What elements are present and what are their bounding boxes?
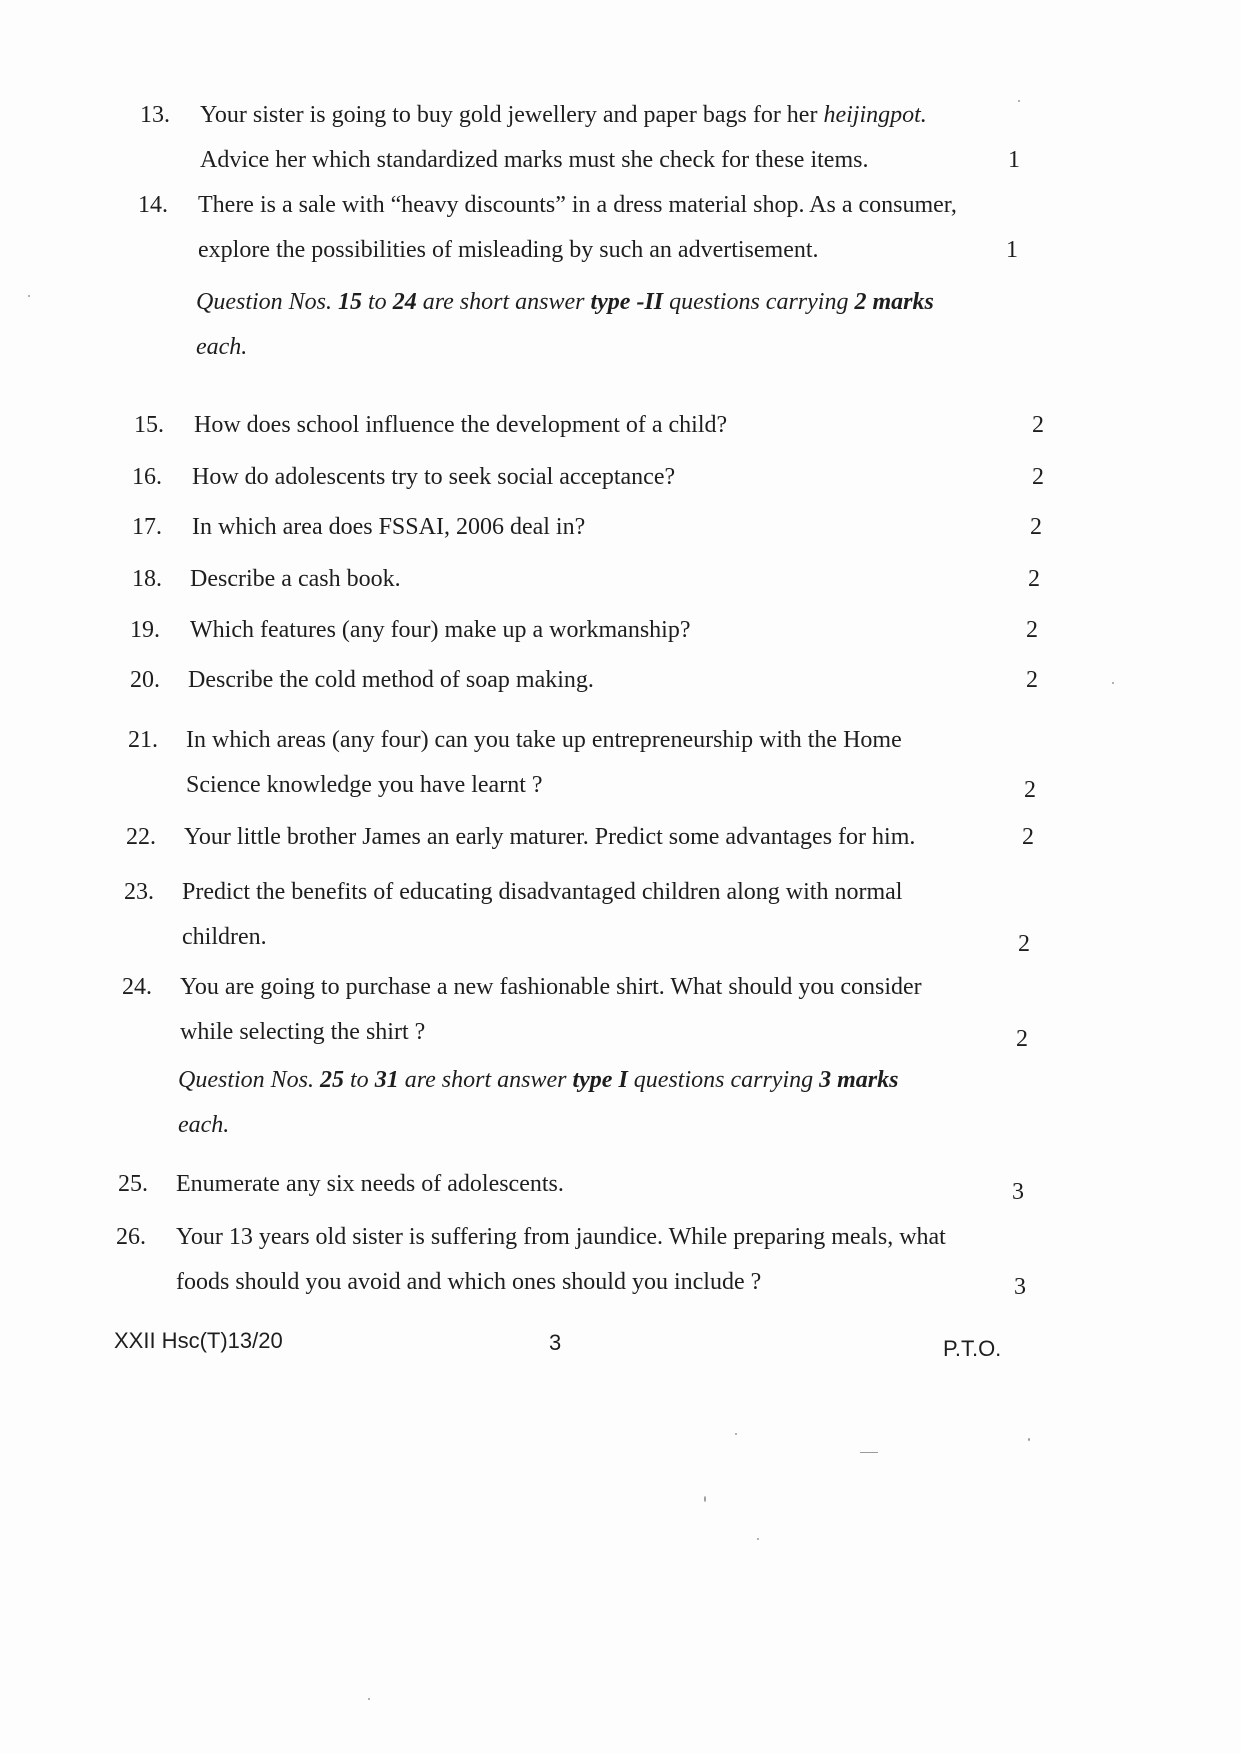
question-line: You are going to purchase a new fashionable shirt. What should you consider — [180, 974, 922, 1000]
question-15 — [134, 403, 1044, 448]
question-21 — [128, 718, 1038, 808]
question-line: Your 13 years old sister is suffering from jaundice. While preparing meals, what — [176, 1224, 946, 1250]
scan-speck — [704, 1496, 706, 1502]
scan-speck — [1112, 682, 1114, 684]
question-mark: 1 — [1006, 237, 1018, 263]
section-instruction-1 — [196, 280, 1036, 370]
question-18 — [132, 557, 1040, 602]
question-number: 17. — [132, 514, 162, 540]
scan-speck — [757, 1538, 759, 1540]
question-number: 15. — [134, 412, 164, 438]
please-turn-over: P.T.O. — [943, 1336, 1002, 1361]
question-text — [190, 608, 970, 653]
question-mark: 2 — [1018, 931, 1030, 957]
question-text — [192, 455, 972, 500]
question-mark: 2 — [1032, 412, 1044, 438]
question-mark: 2 — [1028, 566, 1040, 592]
question-text — [176, 1162, 976, 1207]
question-mark: 1 — [1008, 147, 1020, 173]
question-19 — [130, 608, 1038, 653]
scan-speck — [368, 1698, 370, 1700]
question-text — [200, 93, 990, 183]
question-number: 25. — [118, 1171, 148, 1197]
question-25 — [118, 1162, 1028, 1207]
scan-speck — [1028, 1438, 1030, 1441]
italic-term: heijingpot. — [823, 102, 927, 128]
question-line: Science knowledge you have learnt ? — [186, 772, 543, 798]
instruction-line: each. — [178, 1112, 230, 1138]
instruction-line: Question Nos. 25 to 31 are short answer type I questions carrying 3 marks — [178, 1067, 899, 1093]
question-line: There is a sale with “heavy discounts” in a dress material shop. As a consumer, — [198, 192, 957, 218]
question-mark: 2 — [1024, 777, 1036, 803]
question-number: 21. — [128, 727, 158, 753]
question-number: 24. — [122, 974, 152, 1000]
scan-speck — [735, 1433, 737, 1435]
question-line: foods should you avoid and which ones should you include ? — [176, 1269, 762, 1295]
question-number: 16. — [132, 464, 162, 490]
question-line: Which features (any four) make up a workmanship? — [190, 617, 691, 643]
question-mark: 2 — [1032, 464, 1044, 490]
question-text — [194, 403, 974, 448]
question-line: In which areas (any four) can you take up entrepreneurship with the Home — [186, 727, 902, 753]
question-text — [192, 505, 972, 550]
question-line: In which area does FSSAI, 2006 deal in? — [192, 514, 586, 540]
question-text — [180, 965, 1022, 1055]
question-text — [184, 815, 1004, 860]
question-24 — [122, 965, 1032, 1055]
question-13 — [140, 93, 1040, 183]
question-number: 26. — [116, 1224, 146, 1250]
question-number: 23. — [124, 879, 154, 905]
scan-speck — [1018, 100, 1020, 102]
paper-code: XXII Hsc(T)13/20 — [114, 1328, 283, 1353]
instruction-line: each. — [196, 334, 248, 360]
question-number: 14. — [138, 192, 168, 218]
question-mark: 3 — [1012, 1179, 1024, 1205]
question-mark: 2 — [1016, 1026, 1028, 1052]
question-mark: 2 — [1026, 617, 1038, 643]
question-text — [188, 658, 968, 703]
question-text — [176, 1215, 1026, 1305]
question-line: Predict the benefits of educating disadvantaged children along with normal — [182, 879, 903, 905]
question-mark: 2 — [1030, 514, 1042, 540]
question-number: 13. — [140, 102, 170, 128]
question-line: while selecting the shirt ? — [180, 1019, 426, 1045]
question-line: children. — [182, 924, 267, 950]
question-line: Describe the cold method of soap making. — [188, 667, 594, 693]
question-line: Advice her which standardized marks must she check for these items. — [200, 147, 869, 173]
question-22 — [126, 815, 1036, 860]
question-mark: 2 — [1026, 667, 1038, 693]
question-text — [182, 870, 1024, 960]
question-23 — [124, 870, 1034, 960]
question-text — [186, 718, 1028, 808]
question-line: Your sister is going to buy gold jewellery and paper bags for her heijingpot. — [200, 102, 927, 128]
scan-speck — [860, 1452, 878, 1453]
question-mark: 3 — [1014, 1274, 1026, 1300]
question-number: 22. — [126, 824, 156, 850]
question-line: Your little brother James an early maturer. Predict some advantages for him. — [184, 824, 916, 850]
scan-speck — [28, 295, 30, 297]
question-17 — [132, 505, 1042, 550]
question-line: Describe a cash book. — [190, 566, 401, 592]
question-text — [190, 557, 970, 602]
section-instruction-2 — [178, 1058, 1038, 1148]
question-number: 20. — [130, 667, 160, 693]
instruction-line: Question Nos. 15 to 24 are short answer type -II questions carrying 2 marks — [196, 289, 934, 315]
question-text — [198, 183, 988, 273]
question-20 — [130, 658, 1038, 703]
question-number: 19. — [130, 617, 160, 643]
question-mark: 2 — [1022, 824, 1034, 850]
question-line: Enumerate any six needs of adolescents. — [176, 1171, 564, 1197]
question-line: How does school influence the development of a child? — [194, 412, 728, 438]
question-14 — [138, 183, 1038, 273]
question-line: How do adolescents try to seek social acceptance? — [192, 464, 676, 490]
question-number: 18. — [132, 566, 162, 592]
question-16 — [132, 455, 1044, 500]
question-line: explore the possibilities of misleading by such an advertisement. — [198, 237, 819, 263]
question-26 — [116, 1215, 1031, 1305]
page-number: 3 — [549, 1330, 562, 1355]
